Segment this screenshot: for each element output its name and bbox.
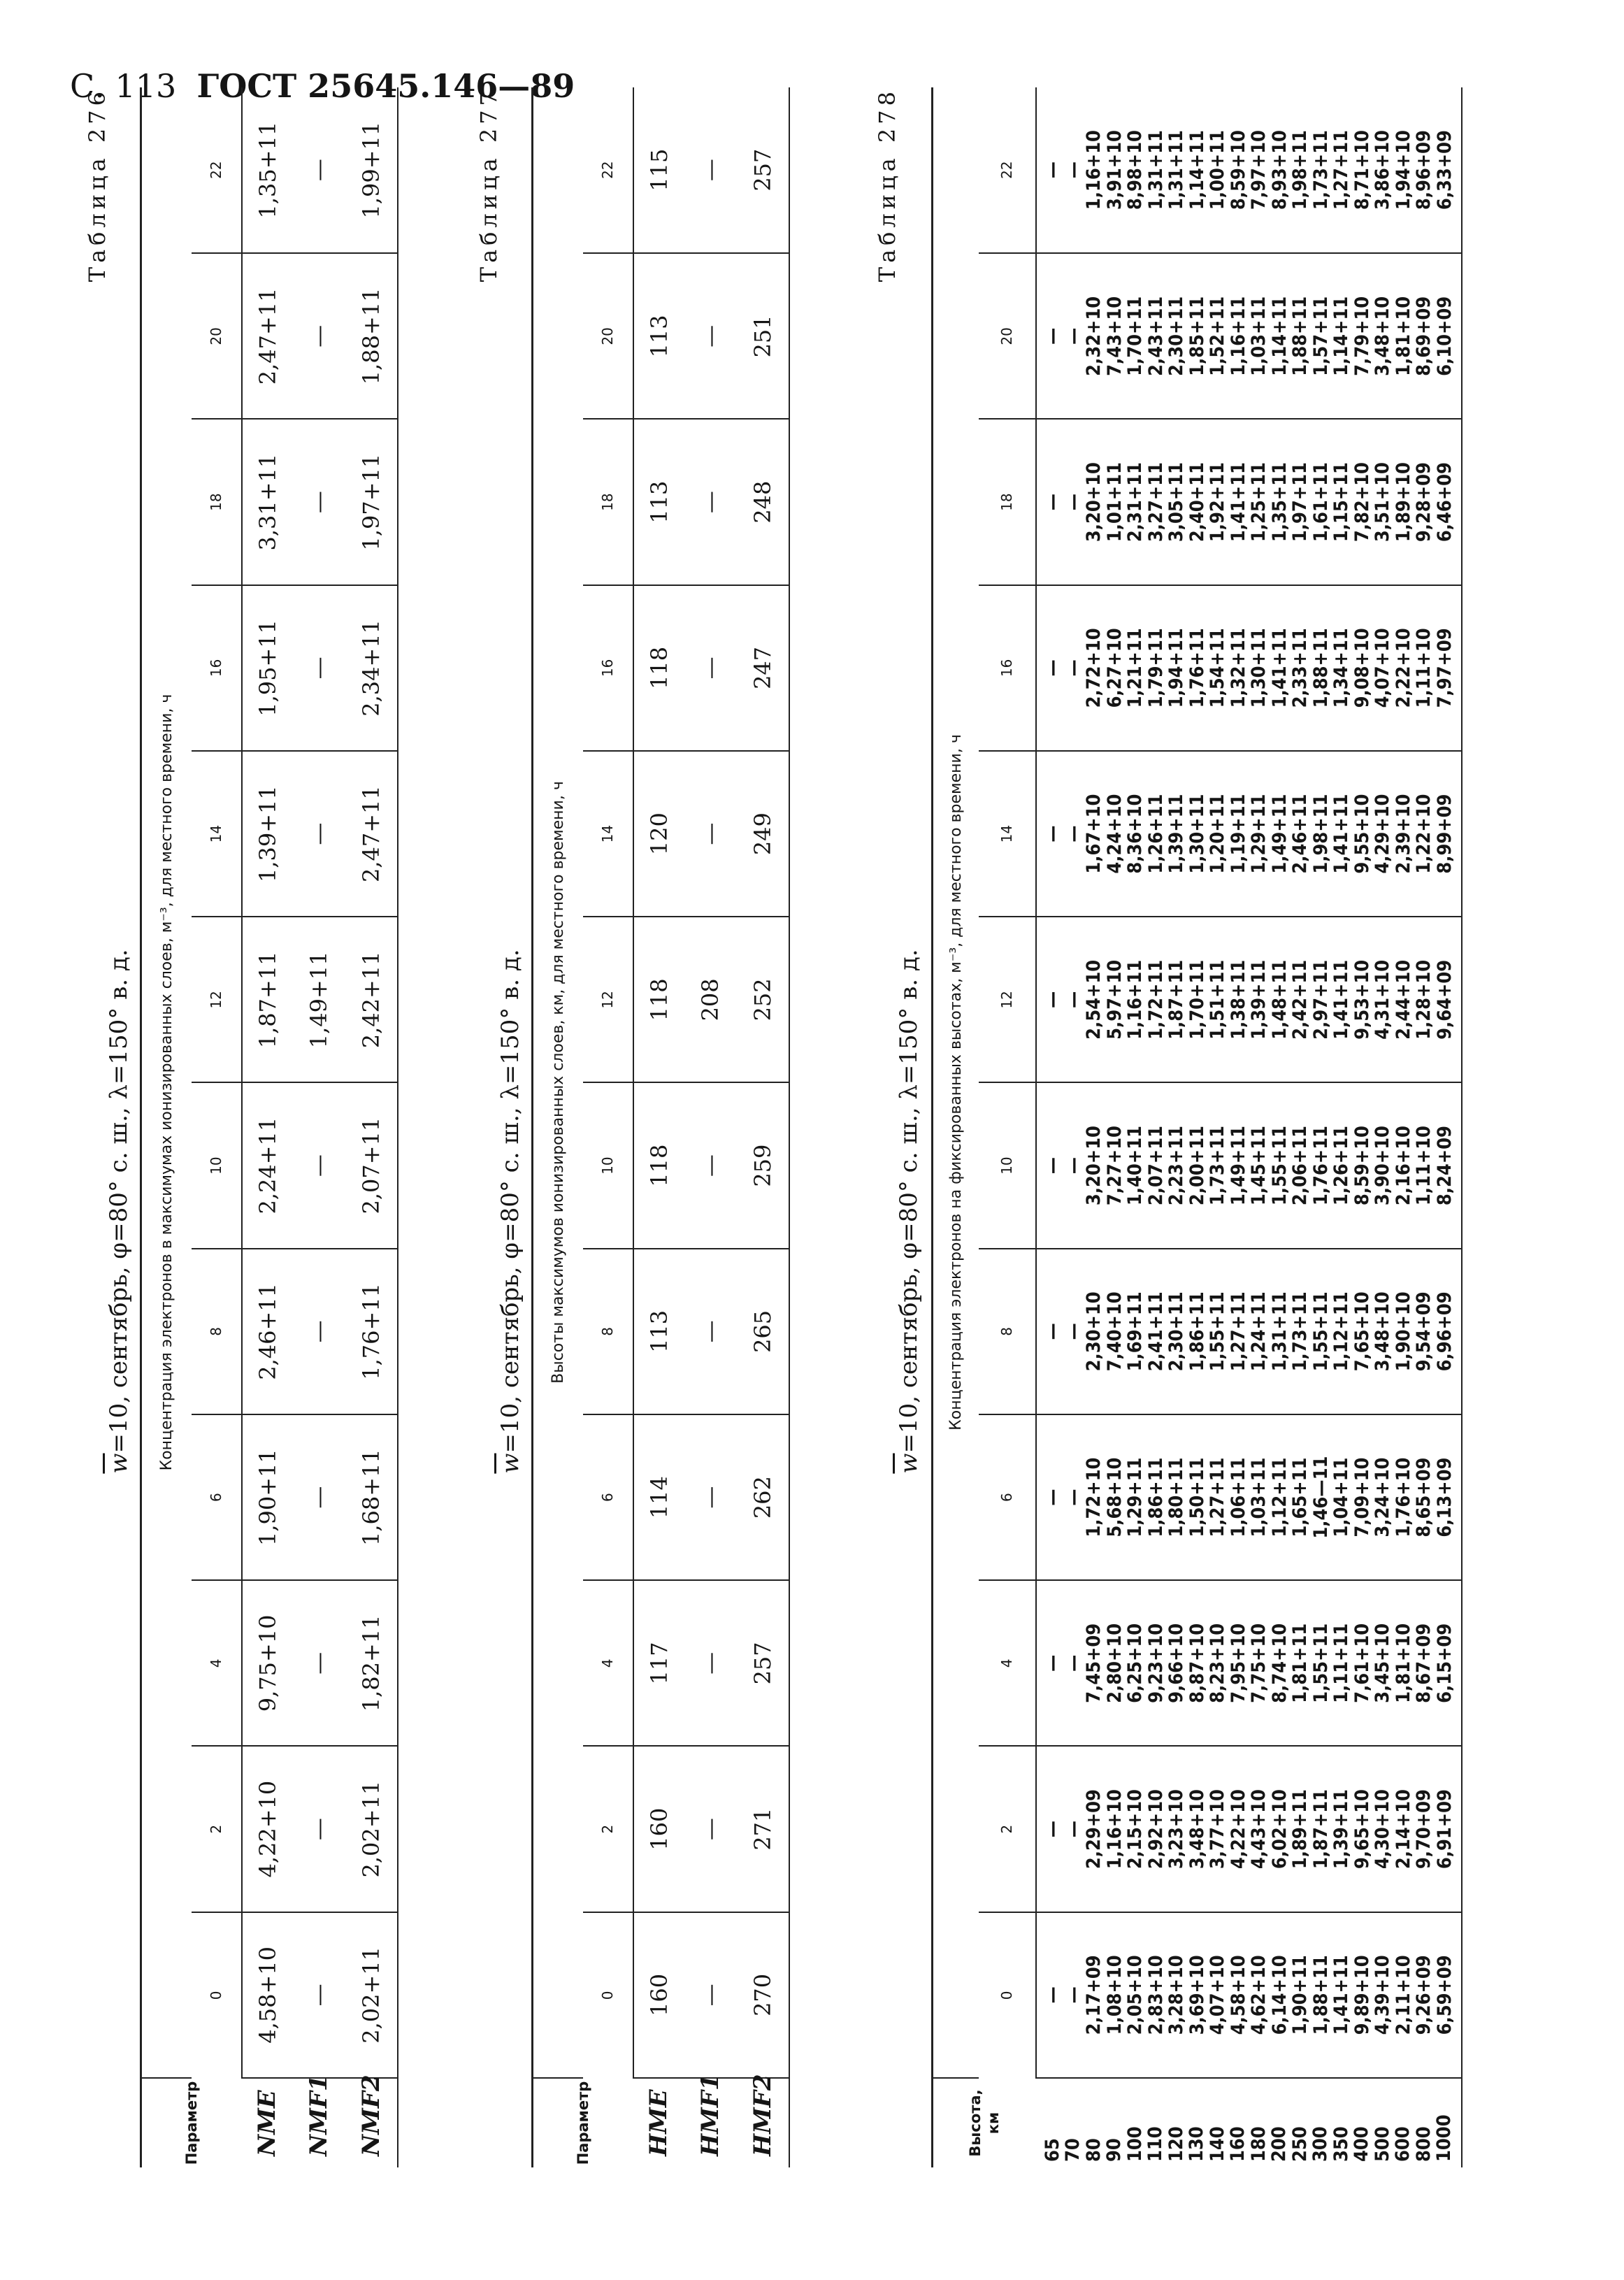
column-values: — — 2,30+10 7,40+10 1,69+11 2,41+11 2,30+11 1,86+11 1,55+11 1,27+11 1,24+11 1,31+11 1,73+11 1,55+11 1,12+11 7,65+10 3,48+10 1,90+10 9,54+09 6,96+09 [1036, 1249, 1463, 1414]
table-row [1036, 87, 1463, 2167]
hour-header: 12 [583, 917, 633, 1082]
cell-value: — [684, 1912, 736, 2078]
cell-value: 270 [736, 1912, 789, 2078]
table-title-text: =10, сентябрь, φ=80° с. ш., λ=150° в. д. [105, 949, 133, 1454]
cell-value: — [293, 1912, 345, 2078]
hour-header: 18 [979, 420, 1036, 585]
table-276 [140, 87, 398, 2167]
cell-value: 120 [633, 751, 685, 917]
cell-value: 265 [736, 1249, 789, 1414]
rotated-content [84, 70, 1482, 2167]
cell-value: — [684, 1747, 736, 1912]
column-values: — — 3,20+10 7,27+10 1,40+11 2,07+11 2,23+11 2,00+11 1,73+11 1,49+11 1,45+11 1,55+11 2,06+11 1,76+11 1,26+11 8,59+10 3,90+10 2,16+10 1,11+10 8,24+09 [1036, 1083, 1463, 1249]
hour-header: 12 [192, 917, 242, 1082]
cell-value: 118 [633, 1083, 685, 1249]
cell-value: 113 [633, 1249, 685, 1414]
table-row [684, 87, 736, 2167]
param-name: HMF2 [736, 2078, 789, 2167]
hour-header: 16 [979, 585, 1036, 751]
w-symbol: $\overline{w}$ [895, 1453, 923, 1474]
cell-value: — [293, 1747, 345, 1912]
caption-header: Высоты максимумов ионизированных слоев, км, для местного времени, ч [533, 87, 583, 2078]
param-name: NMF2 [345, 2078, 398, 2167]
hour-header: 0 [192, 1912, 242, 2078]
hour-header: 10 [192, 1083, 242, 1249]
cell-value: 1,35+11 [242, 87, 294, 253]
table-title [496, 171, 524, 2251]
table-row [736, 87, 789, 2167]
cell-value: 2,42+11 [345, 917, 398, 1082]
hour-header: 18 [583, 420, 633, 585]
cell-value: 257 [736, 1580, 789, 1746]
hour-header: 12 [979, 917, 1036, 1082]
cell-value: 257 [736, 87, 789, 253]
cell-value: 4,22+10 [242, 1747, 294, 1912]
cell-value: 9,75+10 [242, 1580, 294, 1746]
cell-value: 118 [633, 585, 685, 751]
cell-value: — [293, 585, 345, 751]
cell-value: 1,39+11 [242, 751, 294, 917]
hour-header: 20 [583, 253, 633, 419]
cell-value: 2,47+11 [242, 253, 294, 419]
table-title-text: =10, сентябрь, φ=80° с. ш., λ=150° в. д. [496, 949, 524, 1454]
table-278 [931, 87, 1463, 2167]
hour-header: 2 [192, 1747, 242, 1912]
height-header: Высота, км [933, 2078, 1036, 2167]
hour-header: 4 [583, 1580, 633, 1746]
cell-value: 1,99+11 [345, 87, 398, 253]
cell-value: 249 [736, 751, 789, 917]
cell-value: 1,88+11 [345, 253, 398, 419]
cell-value: — [293, 1249, 345, 1414]
param-name: NME [253, 2090, 282, 2156]
table-row [242, 87, 294, 2167]
hour-header: 8 [583, 1249, 633, 1414]
hour-header: 16 [192, 585, 242, 751]
cell-value: 271 [736, 1747, 789, 1912]
cell-value: 262 [736, 1414, 789, 1580]
cell-value: 113 [633, 420, 685, 585]
cell-value: 2,46+11 [242, 1249, 294, 1414]
param-name: HME [645, 2089, 673, 2156]
table-title [895, 171, 923, 2251]
cell-value: 160 [633, 1747, 685, 1912]
cell-value: 1,76+11 [345, 1249, 398, 1414]
hour-header: 22 [979, 87, 1036, 253]
cell-value: — [684, 87, 736, 253]
hour-header: 6 [583, 1414, 633, 1580]
cell-value: 251 [736, 253, 789, 419]
column-values: — — 1,16+10 3,91+10 8,98+10 1,31+11 1,31+11 1,14+11 1,00+11 8,59+10 7,97+10 8,93+10 1,98+11 1,73+11 1,27+11 8,71+10 3,86+10 1,94+10 8,96+09 6,33+09 [1036, 87, 1463, 253]
table-277-block [475, 87, 839, 2167]
cell-value: — [684, 1249, 736, 1414]
table-label: Таблица 276 [84, 87, 110, 282]
cell-value: 114 [633, 1414, 685, 1580]
param-name: NMF1 [305, 2074, 333, 2156]
table-title [105, 171, 133, 2251]
cell-value: 160 [633, 1912, 685, 2078]
cell-value: 1,95+11 [242, 585, 294, 751]
cell-value: — [684, 420, 736, 585]
cell-value: 113 [633, 253, 685, 419]
cell-value: 247 [736, 585, 789, 751]
table-label: Таблица 278 [874, 87, 900, 282]
hour-header: 0 [583, 1912, 633, 2078]
column-values: — — 7,45+09 2,80+10 6,25+10 9,23+10 9,66+10 8,87+10 8,23+10 7,95+10 7,75+10 8,74+10 1,81+11 1,55+11 1,11+11 7,61+10 3,45+10 1,81+10 8,67+09 6,15+09 [1036, 1580, 1463, 1746]
cell-value: 1,97+11 [345, 420, 398, 585]
table-278-block [874, 87, 1475, 2167]
standard-code: ГОСТ 25645.146—89 [196, 67, 575, 105]
cell-value: — [684, 253, 736, 419]
cell-value: — [684, 1414, 736, 1580]
caption-header: Концентрация электронов на фиксированных высотах, м⁻³, для местного времени, ч [933, 87, 979, 2078]
hour-header: 22 [192, 87, 242, 253]
column-values: — — 2,29+09 1,16+10 2,15+10 2,92+10 3,23+10 3,48+10 3,77+10 4,22+10 4,43+10 6,02+10 1,89+11 1,87+11 1,39+11 9,65+10 4,30+10 2,14+10 9,70+09 6,91+09 [1036, 1747, 1463, 1912]
table-label: Таблица 277 [475, 87, 502, 282]
cell-value: — [293, 87, 345, 253]
cell-value: 1,49+11 [293, 917, 345, 1082]
column-values: — — 1,67+10 4,24+10 8,36+10 1,26+11 1,39+11 1,30+11 1,20+11 1,19+11 1,29+11 1,49+11 2,46+11 1,98+11 1,41+11 9,55+10 4,29+10 2,39+10 1,22+10 8,99+09 [1036, 751, 1463, 917]
column-values: — — 3,20+10 1,01+11 2,31+11 3,27+11 3,05+11 2,40+11 1,92+11 1,41+11 1,25+11 1,35+11 1,97+11 1,61+11 1,15+11 7,82+10 3,51+10 1,89+10 9,28+09 6,46+09 [1036, 420, 1463, 585]
column-values: — — 2,72+10 6,27+10 1,21+11 1,79+11 1,94+11 1,76+11 1,54+11 1,32+11 1,30+11 1,41+11 2,33+11 1,88+11 1,34+11 9,08+10 4,07+10 2,22+10 1,11+10 7,97+09 [1036, 585, 1463, 751]
cell-value: 118 [633, 917, 685, 1082]
hour-header: 14 [192, 751, 242, 917]
hour-header: 8 [192, 1249, 242, 1414]
cell-value: 1,87+11 [242, 917, 294, 1082]
column-values: — — 2,17+09 1,08+10 2,05+10 2,83+10 3,28+10 3,69+10 4,07+10 4,58+10 4,62+10 6,14+10 1,90+11 1,88+11 1,41+11 9,89+10 4,39+10 2,11+10 9,26+09 6,59+09 [1036, 1912, 1463, 2078]
table-row [293, 87, 345, 2167]
cell-value: 4,58+10 [242, 1912, 294, 2078]
column-values: — — 2,54+10 5,97+10 1,16+11 1,72+11 1,87+11 1,70+11 1,51+11 1,38+11 1,39+11 1,48+11 2,42+11 2,97+11 1,41+11 9,53+10 4,31+10 2,44+10 1,28+10 9,64+09 [1036, 917, 1463, 1082]
hour-header: 14 [583, 751, 633, 917]
cell-value: 2,02+11 [345, 1747, 398, 1912]
w-symbol: $\overline{w}$ [105, 1453, 133, 1474]
cell-value: — [293, 1414, 345, 1580]
hour-header: 14 [979, 751, 1036, 917]
param-name: HMF1 [696, 2074, 725, 2156]
hour-header: 10 [979, 1083, 1036, 1249]
table-276-block [84, 87, 447, 2167]
param-header: Параметр [141, 2078, 242, 2167]
page-number: С. 113 [70, 67, 177, 105]
cell-value: 3,31+11 [242, 420, 294, 585]
cell-value: — [684, 585, 736, 751]
cell-value: 1,90+11 [242, 1414, 294, 1580]
cell-value: — [684, 1083, 736, 1249]
cell-value: — [684, 1580, 736, 1746]
hour-header: 18 [192, 420, 242, 585]
hour-header: 16 [583, 585, 633, 751]
cell-value: 252 [736, 917, 789, 1082]
cell-value: — [293, 420, 345, 585]
cell-value: — [293, 751, 345, 917]
cell-value: 259 [736, 1083, 789, 1249]
cell-value: — [293, 253, 345, 419]
hour-header: 2 [583, 1747, 633, 1912]
hour-header: 4 [192, 1580, 242, 1746]
cell-value: 2,07+11 [345, 1083, 398, 1249]
cell-value: 2,24+11 [242, 1083, 294, 1249]
hour-header: 20 [192, 253, 242, 419]
caption-header: Концентрация электронов в максимумах ионизированных слоев, м⁻³, для местного времени, ч [141, 87, 192, 2078]
cell-value: 2,02+11 [345, 1912, 398, 2078]
cell-value: 2,34+11 [345, 585, 398, 751]
cell-value: — [684, 751, 736, 917]
param-header: Параметр [533, 2078, 633, 2167]
column-values: — — 2,32+10 7,43+10 1,70+11 2,43+11 2,30+11 1,85+11 1,52+11 1,16+11 1,03+11 1,14+11 1,88+11 1,57+11 1,14+11 7,79+10 3,48+10 1,81+10 8,69+09 6,10+09 [1036, 253, 1463, 419]
cell-value: 1,82+11 [345, 1580, 398, 1746]
w-symbol: $\overline{w}$ [496, 1453, 524, 1474]
hour-header: 20 [979, 253, 1036, 419]
hour-header: 4 [979, 1580, 1036, 1746]
cell-value: 2,47+11 [345, 751, 398, 917]
hour-header: 6 [192, 1414, 242, 1580]
cell-value: 208 [684, 917, 736, 1082]
hour-header: 8 [979, 1249, 1036, 1414]
table-row [633, 87, 685, 2167]
hour-header: 6 [979, 1414, 1036, 1580]
hour-header: 10 [583, 1083, 633, 1249]
column-values: — — 1,72+10 5,68+10 1,29+11 1,86+11 1,80+11 1,50+11 1,27+11 1,06+11 1,03+11 1,12+11 1,65+11 1,46—11 1,04+11 7,09+10 3,24+10 1,76+10 8,65+09 6,13+09 [1036, 1414, 1463, 1580]
cell-value: — [293, 1580, 345, 1746]
table-title-text: =10, сентябрь, φ=80° с. ш., λ=150° в. д. [895, 949, 923, 1454]
cell-value: 115 [633, 87, 685, 253]
cell-value: 117 [633, 1580, 685, 1746]
hour-header: 22 [583, 87, 633, 253]
height-values: 65 70 80 90 100 110 120 130 140 160 180 200 250 300 350 400 500 600 800 1000 [1036, 2078, 1463, 2167]
hour-header: 0 [979, 1912, 1036, 2078]
cell-value: 1,68+11 [345, 1414, 398, 1580]
cell-value: — [293, 1083, 345, 1249]
table-row [345, 87, 398, 2167]
cell-value: 248 [736, 420, 789, 585]
table-277 [531, 87, 790, 2167]
hour-header: 2 [979, 1747, 1036, 1912]
